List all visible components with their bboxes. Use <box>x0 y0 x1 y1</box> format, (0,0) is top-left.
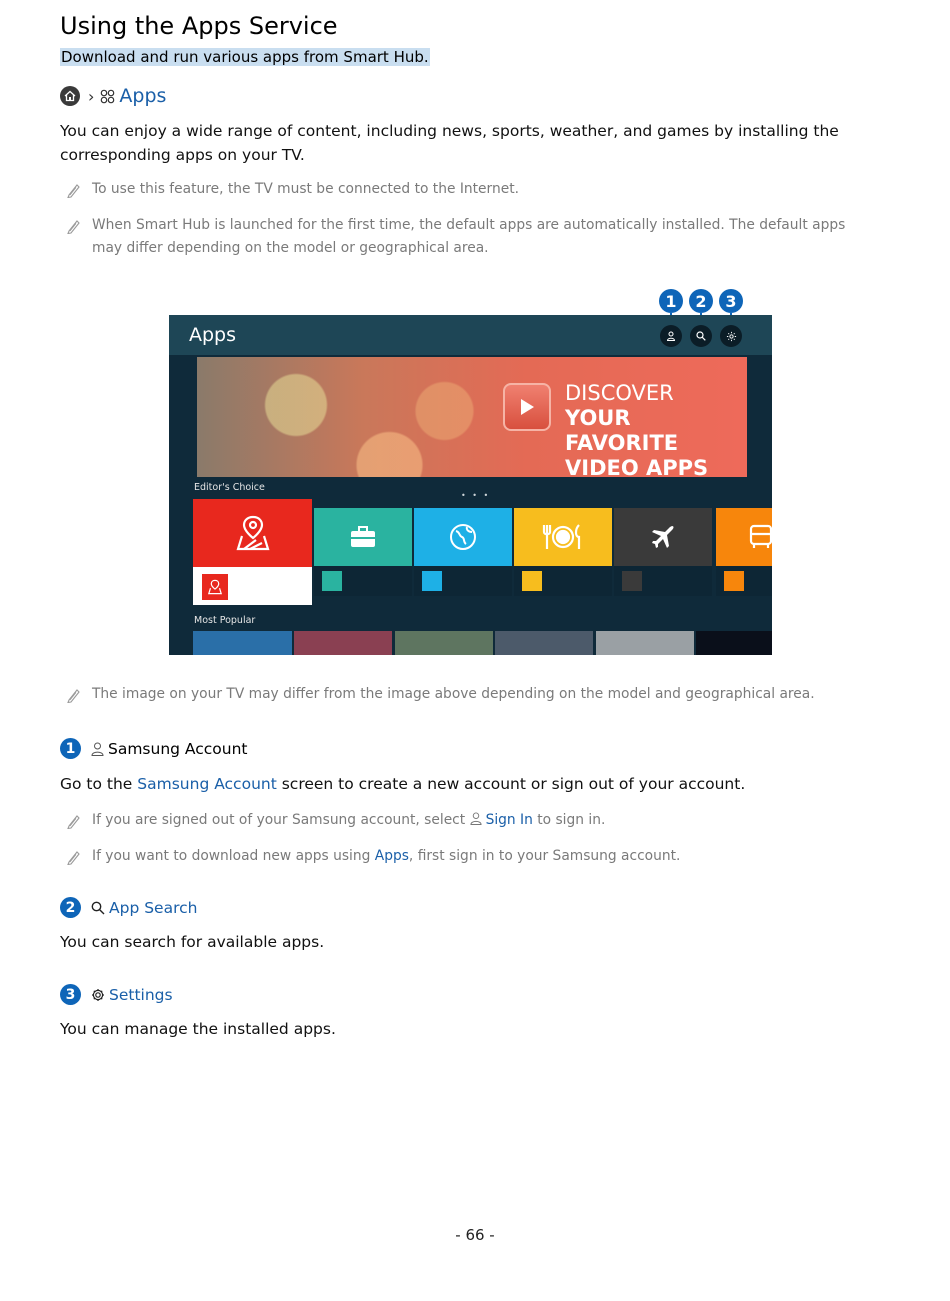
dining-small-icon <box>522 571 542 591</box>
samsung-account-link[interactable]: Samsung Account <box>137 775 277 793</box>
section-label[interactable]: Settings <box>109 985 173 1004</box>
section-samsung-account <box>60 738 248 759</box>
airplane-small-icon <box>622 571 642 591</box>
search-icon <box>91 901 105 915</box>
tv-search-icon[interactable] <box>690 325 712 347</box>
callout-3: 3 <box>719 289 743 313</box>
discover-banner[interactable] <box>197 357 747 480</box>
pencil-icon <box>66 182 82 202</box>
note-sign-in <box>66 809 866 833</box>
note-download-apps <box>66 845 866 869</box>
popular-tile[interactable] <box>395 631 493 655</box>
search-description: You can search for available apps. <box>60 933 325 951</box>
tv-account-icon[interactable] <box>660 325 682 347</box>
section-label[interactable]: App Search <box>109 898 198 917</box>
banner-text <box>565 381 747 481</box>
popular-tile[interactable] <box>696 631 772 655</box>
banner-line-3: VIDEO APPS <box>565 456 709 480</box>
pencil-icon <box>66 849 82 869</box>
pencil-icon <box>66 813 82 833</box>
home-icon <box>60 86 80 106</box>
play-icon <box>503 383 551 431</box>
person-icon <box>91 742 104 756</box>
desc-text: screen to create a new account or sign out of your account. <box>276 775 746 793</box>
app-tile-airplane[interactable] <box>614 508 712 596</box>
briefcase-small-icon <box>322 571 342 591</box>
note-text: When Smart Hub is launched for the first time, the default apps are automatically installed. The default apps may differ depending on the model or geographical area. <box>92 217 846 256</box>
callout-number: 1 <box>60 738 81 759</box>
popular-tile[interactable] <box>294 631 392 655</box>
note-text: To use this feature, the TV must be connected to the Internet. <box>92 181 520 197</box>
page-title: Using the Apps Service <box>60 12 338 40</box>
app-tile-maps[interactable] <box>193 499 312 605</box>
note-text <box>92 845 680 869</box>
app-tile-briefcase[interactable] <box>314 508 412 596</box>
person-icon <box>470 812 482 825</box>
breadcrumb-apps[interactable]: Apps <box>119 85 167 107</box>
page-dots: • • • <box>461 491 491 500</box>
section-settings <box>60 984 173 1005</box>
globe-icon <box>414 508 512 566</box>
popular-tile[interactable] <box>596 631 694 655</box>
apps-link[interactable]: Apps <box>374 848 409 864</box>
map-pin-icon <box>193 499 312 567</box>
account-description <box>60 772 890 796</box>
pencil-icon <box>66 218 82 260</box>
page-number: - 66 - <box>455 1226 495 1244</box>
app-tile-globe[interactable] <box>414 508 512 596</box>
callout-number: 2 <box>60 897 81 918</box>
gear-icon <box>91 988 105 1002</box>
sign-in-link[interactable]: Sign In <box>485 812 533 828</box>
section-app-search <box>60 897 197 918</box>
bus-small-icon <box>724 571 744 591</box>
most-popular-label: Most Popular <box>194 615 256 626</box>
banner-line-1: DISCOVER <box>565 381 674 405</box>
globe-small-icon <box>422 571 442 591</box>
popular-tile[interactable] <box>495 631 593 655</box>
airplane-icon <box>614 508 712 566</box>
callout-1: 1 <box>659 289 683 313</box>
map-pin-small-icon <box>202 574 228 600</box>
briefcase-icon <box>314 508 412 566</box>
note-image-differs <box>66 683 866 707</box>
settings-description: You can manage the installed apps. <box>60 1020 336 1038</box>
pencil-icon <box>66 687 82 707</box>
callout-number: 3 <box>60 984 81 1005</box>
tv-settings-icon[interactable] <box>720 325 742 347</box>
banner-line-2: YOUR FAVORITE <box>565 406 679 455</box>
note-text: The image on your TV may differ from the image above depending on the model and geographical area. <box>92 686 815 702</box>
note-text-part: , first sign in to your Samsung account. <box>408 848 681 864</box>
tv-header <box>169 315 772 355</box>
tv-apps-screenshot <box>169 315 772 655</box>
desc-text: Go to the <box>60 775 138 793</box>
popular-tile[interactable] <box>193 631 292 655</box>
chevron-right-icon: › <box>88 86 95 106</box>
note-default-apps <box>66 214 866 260</box>
section-label: Samsung Account <box>108 739 248 758</box>
dining-icon <box>514 508 612 566</box>
intro-text: You can enjoy a wide range of content, including news, sports, weather, and games by installing the corresponding apps on your TV. <box>60 122 839 164</box>
breadcrumb <box>60 84 166 108</box>
callout-2: 2 <box>689 289 713 313</box>
bus-icon <box>716 508 772 566</box>
app-tile-dining[interactable] <box>514 508 612 596</box>
apps-icon <box>100 89 115 104</box>
tv-title: Apps <box>189 324 237 346</box>
page-subtitle: Download and run various apps from Smart Hub. <box>61 48 429 66</box>
note-internet <box>66 178 866 202</box>
note-text-part: If you are signed out of your Samsung account, select <box>92 812 470 828</box>
note-text <box>92 809 605 833</box>
editors-choice-label: Editor's Choice <box>194 482 265 493</box>
note-text-part: to sign in. <box>532 812 606 828</box>
note-text-part: If you want to download new apps using <box>92 848 375 864</box>
app-tile-bus[interactable] <box>716 508 772 596</box>
